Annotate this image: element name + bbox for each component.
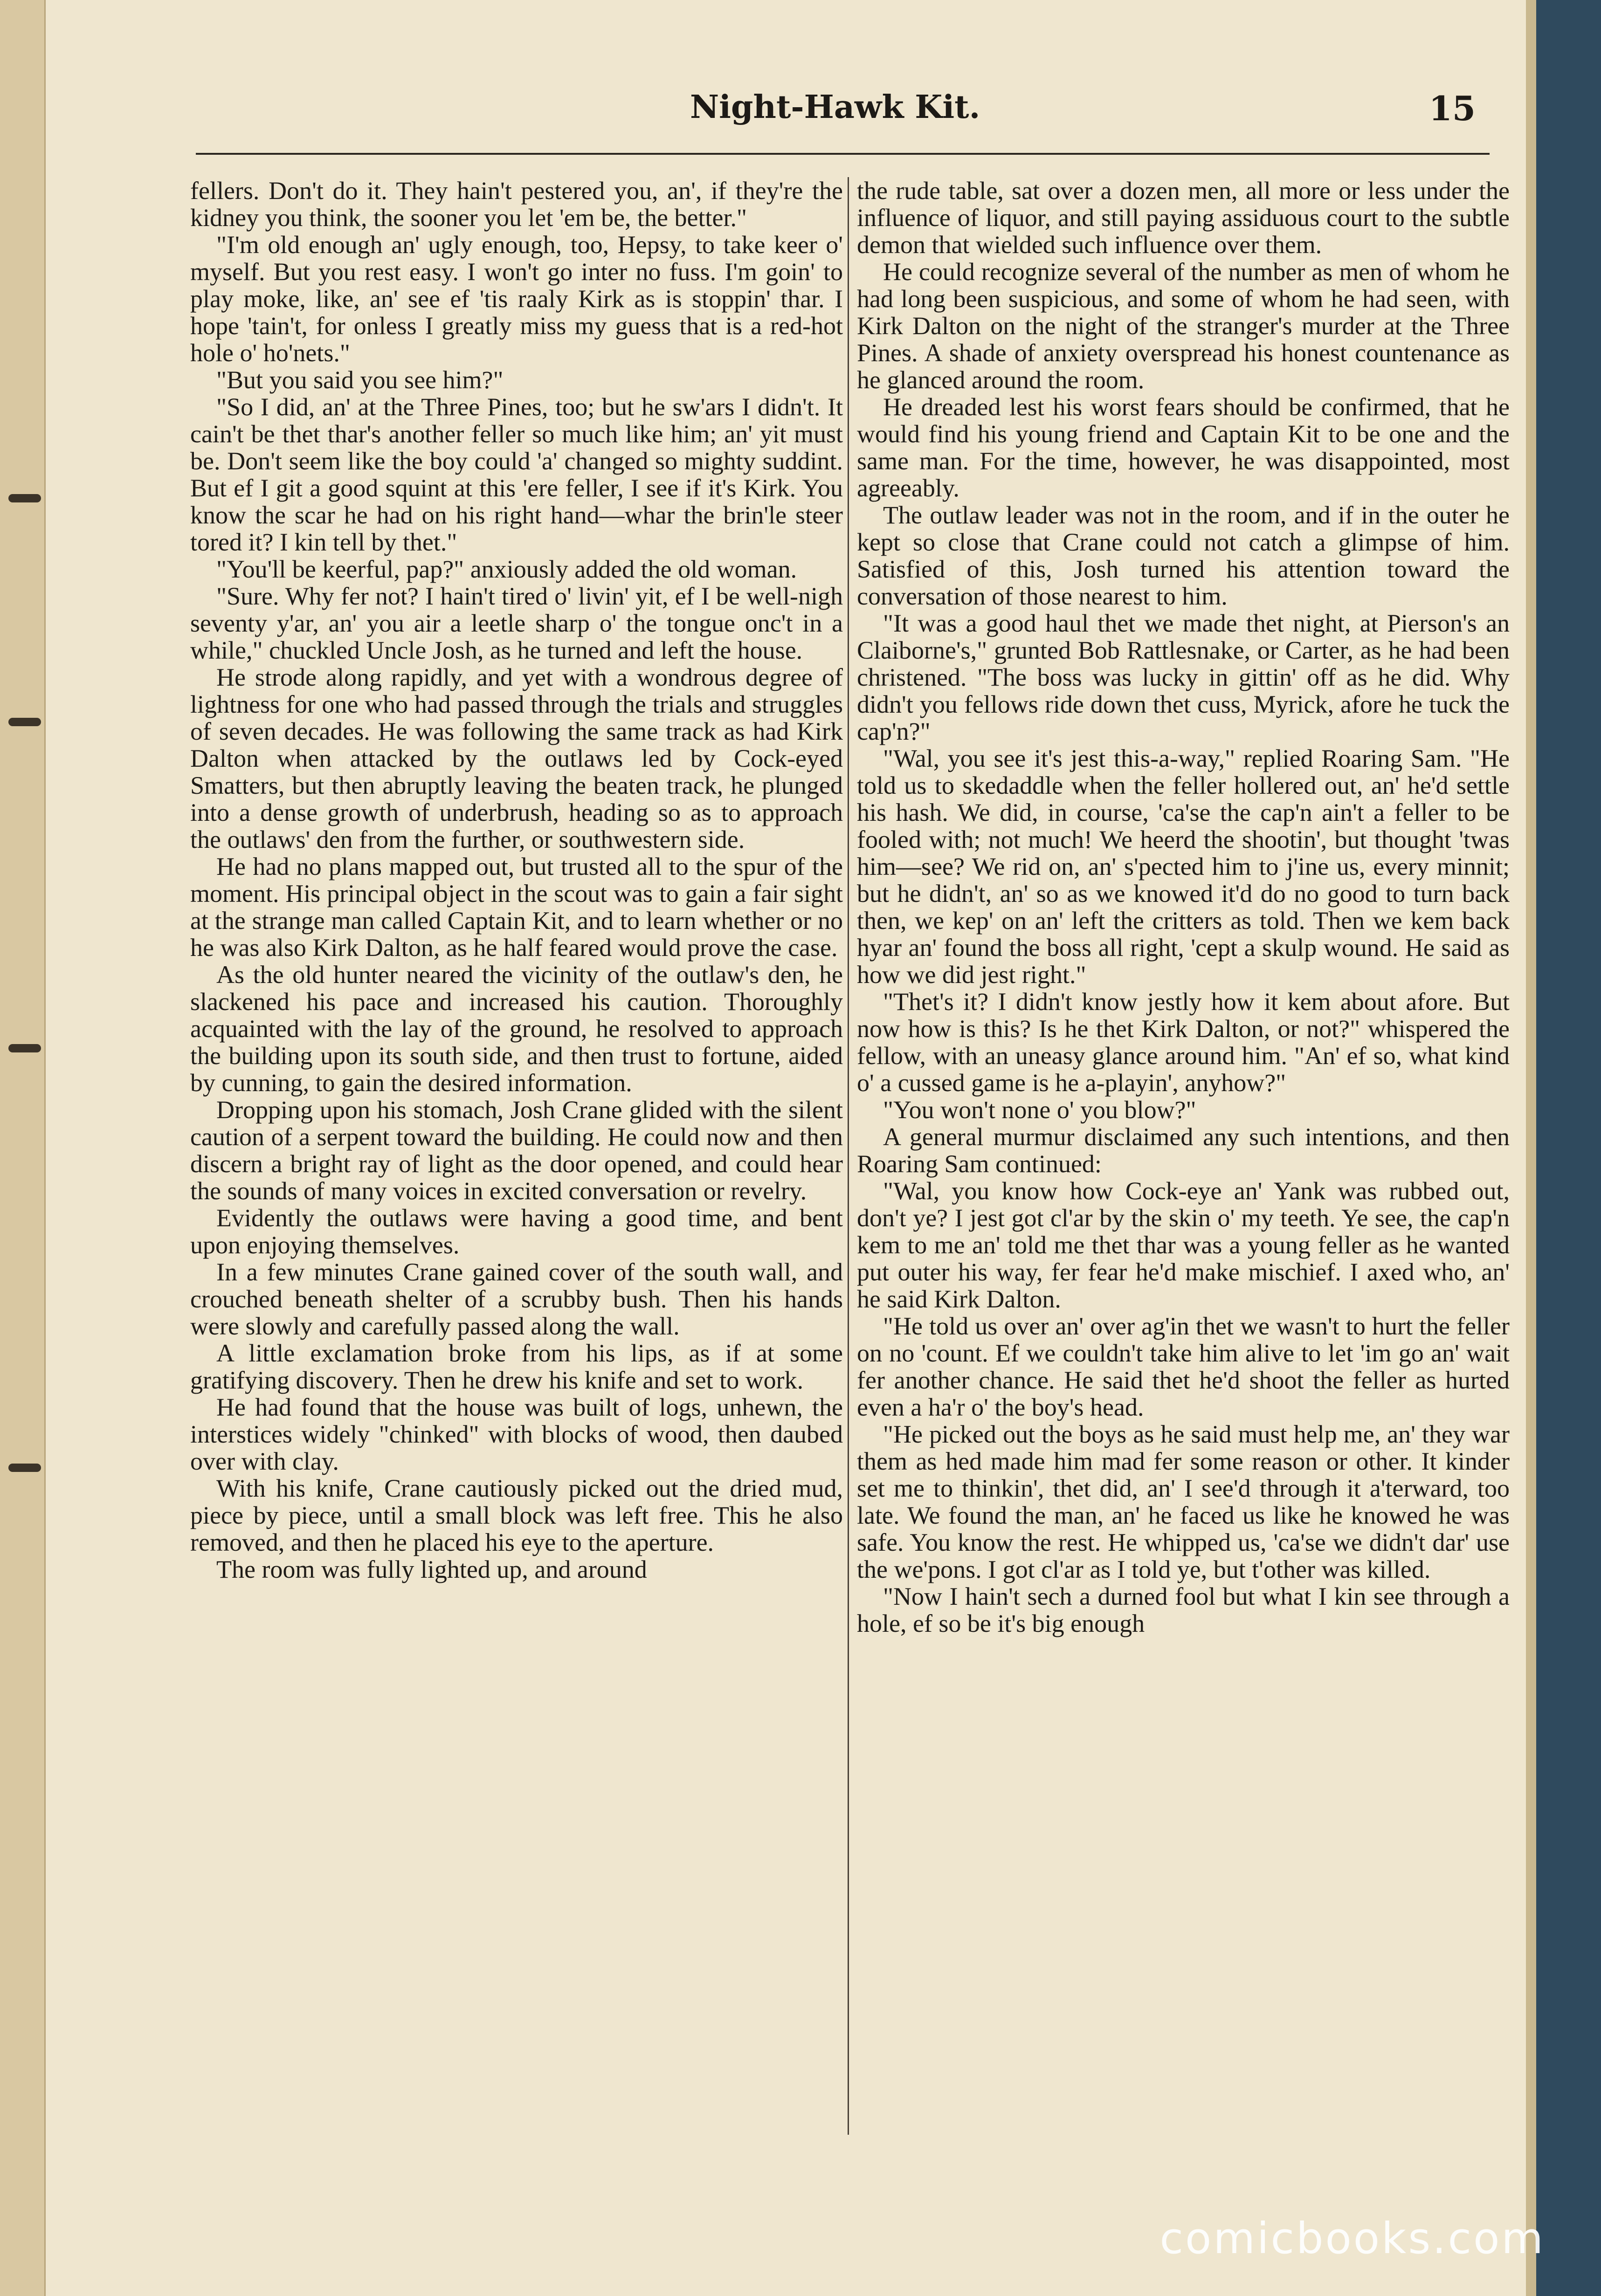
page-number: 15: [1428, 89, 1476, 128]
paragraph: "You'll be keerful, pap?" anxiously added the old woman.: [216, 555, 797, 583]
page-edge: [1526, 0, 1536, 2296]
text-column-left: [190, 177, 843, 2139]
paragraph: He had no plans mapped out, but trusted all to the spur of the moment. His principal object in the scout was to gain a fair sight at the strange man called Captain Kit, and to learn whether or no he was also Kirk Dalton, as he half feared would prove the case.: [190, 852, 843, 962]
paragraph: A general murmur disclaimed any such intentions, and then Roaring Sam continued:: [857, 1123, 1510, 1178]
paragraph: A little exclamation broke from his lips, as if at some gratifying discovery. Then he drew his knife and set to work.: [190, 1339, 843, 1394]
paragraph: "You won't none o' you blow?": [883, 1096, 1196, 1124]
column-divider: [848, 177, 849, 2135]
paragraph: "It was a good haul thet we made thet night, at Pierson's an Claiborne's," grunted Bob Rattlesnake, or Carter, as he had been christened. "The boss was lucky in gittin' off as he did. Why didn't you fellows ride down thet cuss, Myrick, afore he tuck the cap'n?": [857, 609, 1510, 745]
paragraph: The room was fully lighted up, and around: [216, 1555, 647, 1583]
header-rule: [196, 153, 1490, 155]
paragraph: He had found that the house was built of logs, unhewn, the interstices widely "chinked" with blocks of wood, then daubed over with clay.: [190, 1393, 843, 1475]
paragraph: "Now I hain't sech a durned fool but what I kin see through a hole, ef so be it's big enough: [857, 1582, 1510, 1637]
binding-stitch: [8, 494, 41, 502]
binding-stitch: [8, 718, 41, 726]
paragraph: "Thet's it? I didn't know jestly how it kem about afore. But now how is this? Is he thet Kirk Dalton, or not?" whispered the fellow, with an uneasy glance around him. "An' ef so, what kind o' a cussed game is he a-playin', anyhow?": [857, 988, 1510, 1097]
paragraph: "He told us over an' over ag'in thet we wasn't to hurt the feller on no 'count. Ef we couldn't take him alive to let 'im go an' wait fer another chance. He said thet he'd shoot the feller as hurted even a ha'r o' the boy's head.: [857, 1312, 1510, 1421]
paragraph: fellers. Don't do it. They hain't pestered you, an', if they're the kidney you think, the sooner you let 'em be, the better.": [190, 177, 843, 232]
paragraph: "So I did, an' at the Three Pines, too; but he sw'ars I didn't. It cain't be thet thar's another feller so much like him; an' yit must be. Don't seem like the boy could 'a' changed so mighty suddint. But ef I git a good squint at this 'ere feller, I see if it's Kirk. You know the scar he had on his right hand—whar the brin'le steer tored it? I kin tell by thet.": [190, 393, 843, 556]
running-header: [625, 84, 1490, 149]
paragraph: As the old hunter neared the vicinity of the outlaw's den, he slackened his pace and increased his caution. Thoroughly acquainted with the lay of the ground, he resolved to approach the building upon its south side, and then trust to fortune, aided by cunning, to gain the desired information.: [190, 961, 843, 1097]
paragraph: "Sure. Why fer not? I hain't tired o' livin' yit, ef I be well-nigh seventy y'ar, an' you air a leetle sharp o' the tongue onc't in a while," chuckled Uncle Josh, as he turned and left the house.: [190, 582, 843, 664]
paragraph: With his knife, Crane cautiously picked out the dried mud, piece by piece, until a small block was left free. This he also removed, and then he placed his eye to the aperture.: [190, 1474, 843, 1556]
watermark-logo: comicbooks.com: [1159, 2214, 1545, 2263]
page-title: Night-Hawk Kit.: [690, 89, 980, 126]
paragraph: "Wal, you know how Cock-eye an' Yank was rubbed out, don't ye? I jest got cl'ar by the skin o' my teeth. Ye see, the cap'n kem to me an' told me thet thar was a young feller as he wanted put outer his way, fer fear he'd make mischief. I axed who, an' he said Kirk Dalton.: [857, 1177, 1510, 1313]
paragraph: He dreaded lest his worst fears should be confirmed, that he would find his young friend and Captain Kit to be one and the same man. For the time, however, he was disappointed, most agreeably.: [857, 393, 1510, 502]
paragraph: The outlaw leader was not in the room, and if in the outer he kept so close that Crane could not catch a glimpse of him. Satisfied of this, Josh turned his attention toward the conversation of those nearest to him.: [857, 501, 1510, 610]
paragraph: the rude table, sat over a dozen men, all more or less under the influence of liquor, and still paying assiduous court to the subtle demon that wielded such influence over them.: [857, 177, 1510, 259]
paragraph: Dropping upon his stomach, Josh Crane glided with the silent caution of a serpent toward the building. He could now and then discern a bright ray of light as the door opened, and could hear the sounds of many voices in excited conversation or revelry.: [190, 1096, 843, 1205]
paragraph: "But you said you see him?": [216, 366, 504, 394]
paragraph: "Wal, you see it's jest this-a-way," replied Roaring Sam. "He told us to skedaddle when the feller hollered out, an' he'd settle his hash. We did, in course, 'ca'se the cap'n ain't a feller to be fooled with; not much! We heerd the shootin', but thought 'twas him—see? We rid on, an' s'pected him to j'ine us, every minnit; but he didn't, an' so as we knowed it'd do no good to turn back then, we kep' on an' left the critters as told. Then we kem back hyar an' found the boss all right, 'cept a skulp wound. He said as how we did jest right.": [857, 744, 1510, 989]
binding-stitch: [8, 1044, 41, 1052]
paragraph: He strode along rapidly, and yet with a wondrous degree of lightness for one who had passed through the trials and struggles of seven decades. He was following the same track as had Kirk Dalton when attacked by the outlaws led by Cock-eyed Smatters, but then abruptly leaving the beaten track, he plunged into a dense growth of underbrush, heading so as to approach the outlaws' den from the further, or southwestern side.: [190, 663, 843, 853]
paragraph: In a few minutes Crane gained cover of the south wall, and crouched beneath shelter of a scrubby bush. Then his hands were slowly and carefully passed along the wall.: [190, 1258, 843, 1340]
paragraph: He could recognize several of the number as men of whom he had long been suspicious, and some of whom he had seen, with Kirk Dalton on the night of the stranger's murder at the Three Pines. A shade of anxiety overspread his honest countenance as he glanced around the room.: [857, 258, 1510, 394]
binding-edge: [0, 0, 46, 2296]
text-column-right: [857, 177, 1510, 2139]
paragraph: "I'm old enough an' ugly enough, too, Hepsy, to take keer o' myself. But you rest easy. I won't go inter no fuss. I'm goin' to play moke, like, an' see ef 'tis raaly Kirk as is stoppin' thar. I hope 'tain't, for onless I greatly miss my guess that is a red-hot hole o' ho'nets.": [190, 231, 843, 367]
paragraph: "He picked out the boys as he said must help me, an' they war them as hed made him mad fer some reason or other. It kinder set me to thinkin', thet did, an' I see'd through it a'terward, too late. We found the man, an' he faced us like he knowed he was safe. You know the rest. He whipped us, 'ca'se we didn't dar' use the we'pons. I got cl'ar as I told ye, but t'other was killed.: [857, 1420, 1510, 1583]
paragraph: Evidently the outlaws were having a good time, and bent upon enjoying themselves.: [190, 1204, 843, 1259]
binding-stitch: [8, 1464, 41, 1472]
